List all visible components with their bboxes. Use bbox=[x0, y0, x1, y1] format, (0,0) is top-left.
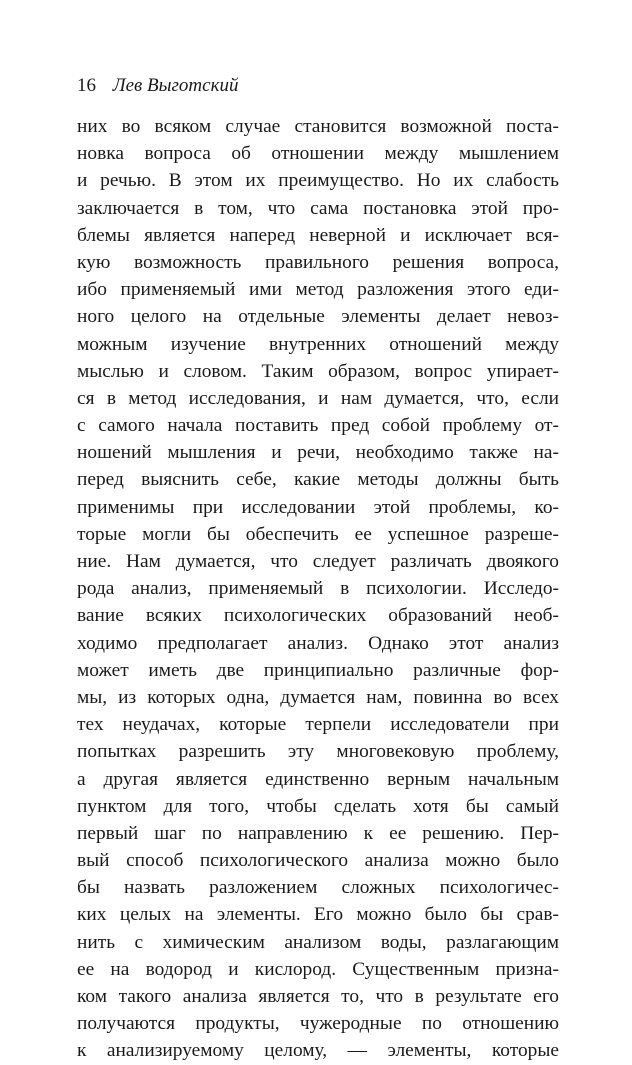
running-head bbox=[77, 74, 238, 98]
text-line: можным изучение внутренних отношений между bbox=[77, 333, 559, 355]
text-line: заключается в том, что сама постановка этой про- bbox=[77, 197, 559, 219]
body-text bbox=[77, 113, 559, 1065]
text-line: кую возможность правильного решения вопроса, bbox=[77, 251, 559, 273]
text-line: с самого начала поставить пред собой проблему от- bbox=[77, 415, 559, 437]
text-line: нить с химическим анализом воды, разлагающим bbox=[77, 931, 559, 953]
text-line: них во всяком случае становится возможной поста- bbox=[77, 116, 559, 137]
text-line: и речью. В этом их преимущество. Но их слабость bbox=[77, 170, 559, 192]
text-line: перед выяснить себе, какие методы должны быть bbox=[77, 469, 559, 491]
text-line: мы, из которых одна, думается нам, повинна во всех bbox=[77, 686, 559, 708]
page-number: 16 bbox=[77, 75, 96, 96]
text-line: ких целых на элементы. Его можно было бы срав- bbox=[77, 904, 559, 926]
text-line: к анализируемому целому, — элементы, которые bbox=[77, 1040, 559, 1062]
text-line: может иметь две принципиально различные фор- bbox=[77, 659, 559, 681]
text-line: новка вопроса об отношении между мышлением bbox=[77, 143, 559, 165]
text-line: ибо применяемый ими метод разложения этого еди- bbox=[77, 279, 559, 301]
text-line: ние. Нам думается, что следует различать двоякого bbox=[77, 551, 559, 572]
running-head-author: Лев Выготский bbox=[112, 75, 239, 96]
text-line: вание всяких психологических образований необ- bbox=[77, 605, 559, 627]
text-line: бы назвать разложением сложных психологичес- bbox=[77, 877, 559, 899]
text-line: рода анализ, применяемый в психологии. Исследо- bbox=[77, 578, 559, 600]
text-line: тех неудачах, которые терпели исследователи при bbox=[77, 714, 559, 736]
text-line: мыслью и словом. Таким образом, вопрос упирает- bbox=[77, 360, 559, 382]
text-line: ся в метод исследования, и нам думается, что, если bbox=[77, 387, 559, 409]
text-line: блемы является наперед неверной и исключает вся- bbox=[77, 224, 559, 246]
text-line: ком такого анализа является то, что в результате его bbox=[77, 986, 559, 1007]
text-line: ходимо предполагает анализ. Однако этот анализ bbox=[77, 632, 559, 654]
text-line: а другая является единственно верным начальным bbox=[77, 768, 559, 790]
text-line: применимы при исследовании этой проблемы, ко- bbox=[77, 496, 559, 518]
text-line: ного целого на отдельные элементы делает невоз- bbox=[77, 306, 559, 328]
text-line: ее на водород и кислород. Существенным призна- bbox=[77, 958, 559, 980]
text-line: пунктом для того, чтобы сделать хотя бы самый bbox=[77, 795, 559, 817]
text-line: первый шаг по направлению к ее решению. Пер- bbox=[77, 822, 559, 844]
text-line: вый способ психологического анализа можно было bbox=[77, 850, 559, 872]
text-line: попытках разрешить эту многовековую проблему, bbox=[77, 741, 559, 763]
text-line: получаются продукты, чужеродные по отношению bbox=[77, 1013, 559, 1035]
text-line: торые могли бы обеспечить ее успешное разреше- bbox=[77, 523, 559, 545]
text-line: ношений мышления и речи, необходимо также на- bbox=[77, 442, 559, 464]
